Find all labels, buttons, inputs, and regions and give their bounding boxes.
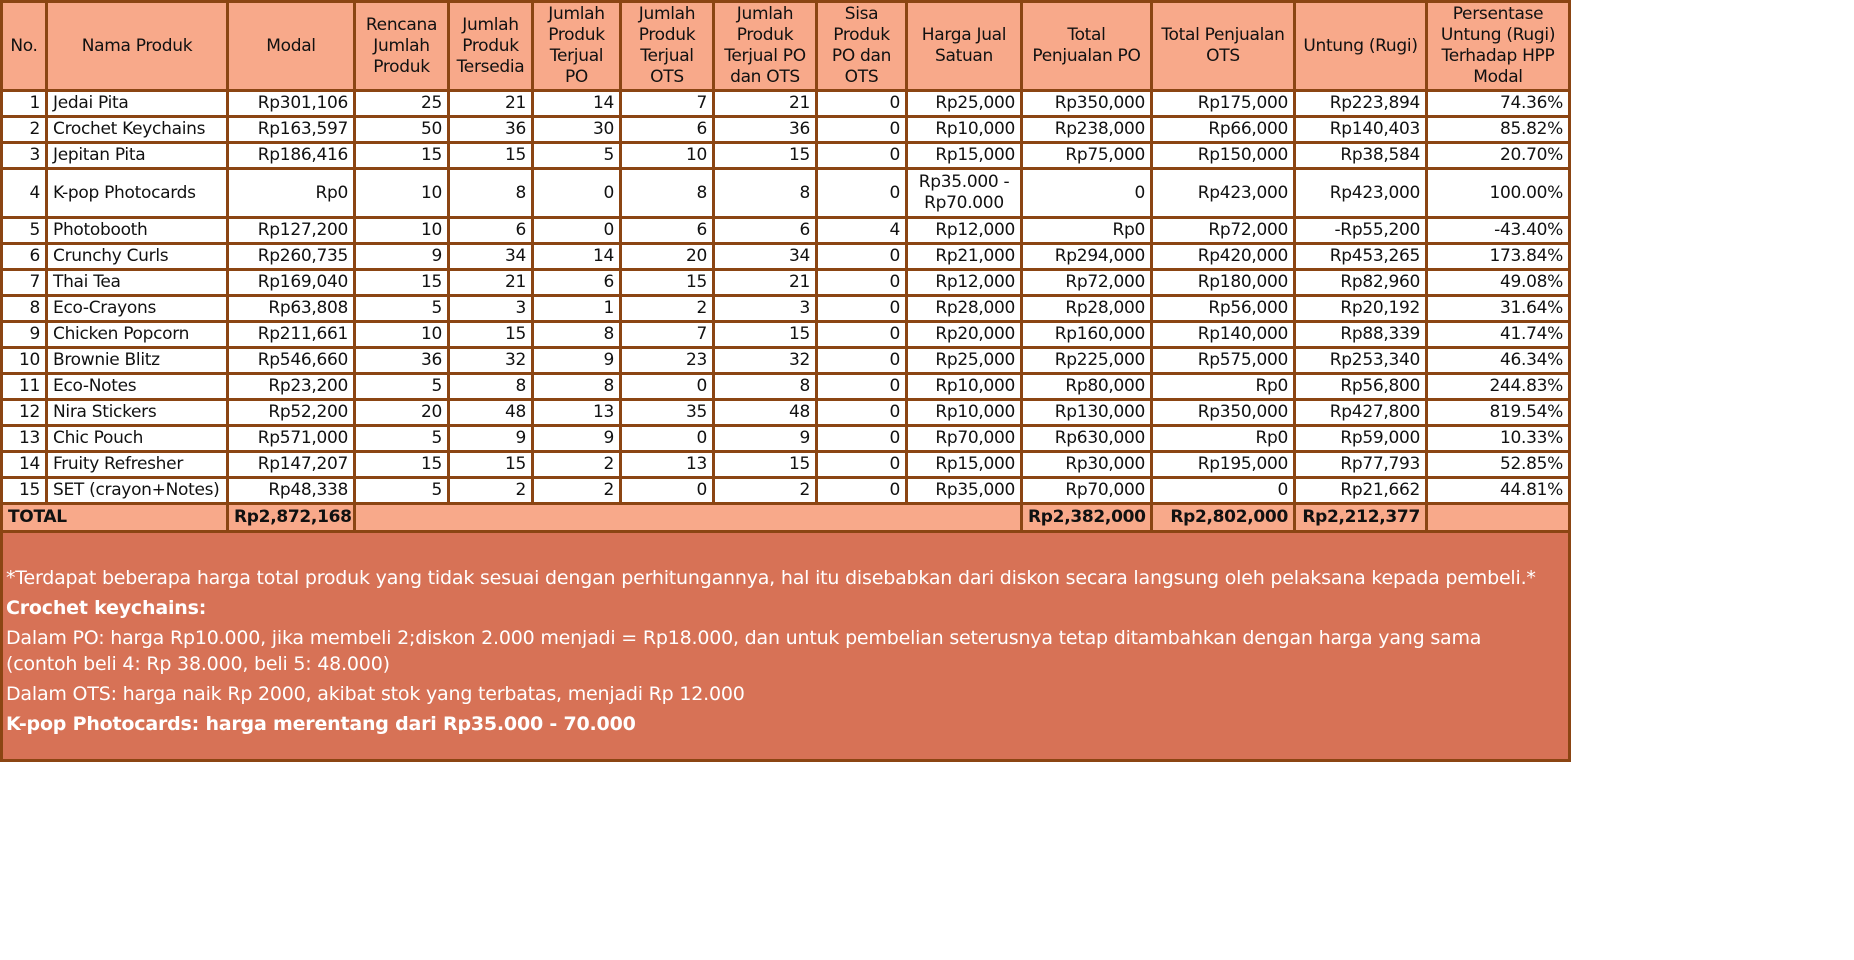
cell-harga-jual[interactable]: Rp35,000 [907, 478, 1022, 504]
cell-terjual-ots[interactable]: 10 [621, 143, 714, 169]
cell-modal[interactable]: Rp52,200 [228, 400, 355, 426]
total-row [2, 504, 1570, 532]
cell-persentase[interactable]: 44.81% [1427, 478, 1570, 504]
cell-no[interactable]: 1 [2, 91, 47, 117]
cell-terjual-po-ots[interactable]: 3 [714, 296, 817, 322]
cell-terjual-ots[interactable]: 0 [621, 426, 714, 452]
table-row [2, 322, 1570, 348]
cell-total-po[interactable]: Rp160,000 [1022, 322, 1152, 348]
cell-terjual-po-ots[interactable]: 36 [714, 117, 817, 143]
header-sisa-produk[interactable]: Sisa Produk PO dan OTS [817, 2, 907, 91]
cell-sisa-produk[interactable]: 0 [817, 426, 907, 452]
cell-terjual-ots[interactable]: 0 [621, 478, 714, 504]
cell-nama-produk[interactable]: SET (crayon+Notes) [47, 478, 228, 504]
notes-spacer [6, 533, 1568, 563]
cell-terjual-ots[interactable]: 2 [621, 296, 714, 322]
cell-modal[interactable]: Rp169,040 [228, 270, 355, 296]
cell-rencana-jumlah[interactable]: 9 [355, 244, 449, 270]
cell-persentase[interactable]: 819.54% [1427, 400, 1570, 426]
cell-total-ots[interactable]: Rp575,000 [1152, 348, 1295, 374]
cell-modal[interactable]: Rp260,735 [228, 244, 355, 270]
notes-crochet-ots: Dalam OTS: harga naik Rp 2000, akibat stok yang terbatas, menjadi Rp 12.000 [6, 683, 745, 705]
cell-rencana-jumlah[interactable]: 5 [355, 374, 449, 400]
cell-modal[interactable]: Rp48,338 [228, 478, 355, 504]
cell-harga-jual[interactable]: Rp21,000 [907, 244, 1022, 270]
cell-persentase[interactable]: 10.33% [1427, 426, 1570, 452]
cell-persentase[interactable]: 244.83% [1427, 374, 1570, 400]
cell-total-po[interactable]: Rp350,000 [1022, 91, 1152, 117]
cell-total-ots[interactable]: Rp0 [1152, 374, 1295, 400]
cell-rencana-jumlah[interactable]: 15 [355, 143, 449, 169]
cell-untung-rugi[interactable]: Rp423,000 [1295, 169, 1427, 218]
cell-terjual-po-ots[interactable]: 15 [714, 452, 817, 478]
cell-rencana-jumlah[interactable]: 10 [355, 169, 449, 218]
cell-modal[interactable]: Rp163,597 [228, 117, 355, 143]
cell-sisa-produk[interactable]: 0 [817, 270, 907, 296]
cell-rencana-jumlah[interactable]: 5 [355, 478, 449, 504]
cell-persentase[interactable]: 49.08% [1427, 270, 1570, 296]
cell-terjual-po[interactable]: 8 [533, 374, 621, 400]
cell-terjual-po-ots[interactable]: 21 [714, 270, 817, 296]
cell-terjual-ots[interactable]: 20 [621, 244, 714, 270]
total-modal[interactable]: Rp2,872,168 [228, 504, 355, 532]
cell-jumlah-tersedia[interactable]: 21 [449, 270, 533, 296]
cell-modal[interactable]: Rp211,661 [228, 322, 355, 348]
cell-untung-rugi[interactable]: Rp77,793 [1295, 452, 1427, 478]
sales-table [0, 0, 1571, 533]
cell-persentase[interactable]: 46.34% [1427, 348, 1570, 374]
cell-terjual-po[interactable]: 9 [533, 348, 621, 374]
cell-terjual-po[interactable]: 9 [533, 426, 621, 452]
cell-sisa-produk[interactable]: 0 [817, 348, 907, 374]
cell-sisa-produk[interactable]: 0 [817, 91, 907, 117]
cell-no[interactable]: 12 [2, 400, 47, 426]
cell-sisa-produk[interactable]: 0 [817, 244, 907, 270]
cell-total-ots[interactable]: Rp0 [1152, 426, 1295, 452]
cell-nama-produk[interactable]: Chic Pouch [47, 426, 228, 452]
cell-persentase[interactable]: 173.84% [1427, 244, 1570, 270]
header-untung-rugi[interactable]: Untung (Rugi) [1295, 2, 1427, 91]
table-row [2, 400, 1570, 426]
cell-no[interactable]: 13 [2, 426, 47, 452]
cell-harga-jual[interactable]: Rp10,000 [907, 400, 1022, 426]
table-row [2, 117, 1570, 143]
cell-rencana-jumlah[interactable]: 15 [355, 452, 449, 478]
cell-total-ots[interactable]: Rp195,000 [1152, 452, 1295, 478]
notes-section[interactable] [0, 533, 1571, 762]
cell-jumlah-tersedia[interactable]: 32 [449, 348, 533, 374]
cell-no[interactable]: 4 [2, 169, 47, 218]
cell-no[interactable]: 5 [2, 218, 47, 244]
cell-jumlah-tersedia[interactable]: 48 [449, 400, 533, 426]
cell-rencana-jumlah[interactable]: 10 [355, 322, 449, 348]
cell-terjual-po[interactable]: 8 [533, 322, 621, 348]
total-label[interactable]: TOTAL [2, 504, 228, 532]
cell-untung-rugi[interactable]: Rp20,192 [1295, 296, 1427, 322]
cell-untung-rugi[interactable]: Rp140,403 [1295, 117, 1427, 143]
cell-terjual-po[interactable]: 5 [533, 143, 621, 169]
cell-harga-jual[interactable]: Rp12,000 [907, 218, 1022, 244]
cell-untung-rugi[interactable]: Rp59,000 [1295, 426, 1427, 452]
cell-sisa-produk[interactable]: 0 [817, 169, 907, 218]
header-rencana-jumlah[interactable]: Rencana Jumlah Produk [355, 2, 449, 91]
header-terjual-ots[interactable]: Jumlah Produk Terjual OTS [621, 2, 714, 91]
cell-terjual-ots[interactable]: 15 [621, 270, 714, 296]
cell-rencana-jumlah[interactable]: 15 [355, 270, 449, 296]
cell-nama-produk[interactable]: K-pop Photocards [47, 169, 228, 218]
cell-total-ots[interactable]: Rp423,000 [1152, 169, 1295, 218]
table-row [2, 296, 1570, 322]
cell-rencana-jumlah[interactable]: 36 [355, 348, 449, 374]
header-terjual-po-ots[interactable]: Jumlah Produk Terjual PO dan OTS [714, 2, 817, 91]
table-body [2, 91, 1570, 504]
cell-untung-rugi[interactable]: Rp56,800 [1295, 374, 1427, 400]
header-total-ots[interactable]: Total Penjualan OTS [1152, 2, 1295, 91]
cell-total-po[interactable]: Rp238,000 [1022, 117, 1152, 143]
cell-terjual-po[interactable]: 2 [533, 452, 621, 478]
cell-persentase[interactable]: 41.74% [1427, 322, 1570, 348]
cell-no[interactable]: 9 [2, 322, 47, 348]
header-persentase[interactable]: Persentase Untung (Rugi) Terhadap HPP Modal [1427, 2, 1570, 91]
notes-crochet-po: Dalam PO: harga Rp10.000, jika membeli 2;diskon 2.000 menjadi = Rp18.000, dan untuk pembelian seterusnya tetap ditambahkan dengan harga yang sama (contoh beli 4: Rp 38.000, beli 5: 48.000) [6, 627, 1482, 675]
total-penjualan-ots[interactable]: Rp2,802,000 [1152, 504, 1295, 532]
cell-sisa-produk[interactable]: 4 [817, 218, 907, 244]
cell-harga-jual[interactable]: Rp25,000 [907, 348, 1022, 374]
cell-sisa-produk[interactable]: 0 [817, 322, 907, 348]
cell-terjual-po-ots[interactable]: 15 [714, 143, 817, 169]
cell-jumlah-tersedia[interactable]: 2 [449, 478, 533, 504]
cell-nama-produk[interactable]: Eco-Crayons [47, 296, 228, 322]
total-penjualan-po[interactable]: Rp2,382,000 [1022, 504, 1152, 532]
table-row [2, 244, 1570, 270]
header-no[interactable]: No. [2, 2, 47, 91]
cell-rencana-jumlah[interactable]: 20 [355, 400, 449, 426]
table-row [2, 218, 1570, 244]
cell-terjual-ots[interactable]: 7 [621, 91, 714, 117]
cell-terjual-po-ots[interactable]: 6 [714, 218, 817, 244]
cell-persentase[interactable]: 31.64% [1427, 296, 1570, 322]
cell-sisa-produk[interactable]: 0 [817, 374, 907, 400]
cell-untung-rugi[interactable]: Rp88,339 [1295, 322, 1427, 348]
cell-total-ots[interactable]: Rp72,000 [1152, 218, 1295, 244]
cell-terjual-ots[interactable]: 7 [621, 322, 714, 348]
cell-untung-rugi[interactable]: Rp223,894 [1295, 91, 1427, 117]
header-total-po[interactable]: Total Penjualan PO [1022, 2, 1152, 91]
cell-persentase[interactable]: 74.36% [1427, 91, 1570, 117]
total-empty-span[interactable] [355, 504, 1022, 532]
cell-total-po[interactable]: Rp294,000 [1022, 244, 1152, 270]
cell-no[interactable]: 2 [2, 117, 47, 143]
cell-terjual-ots[interactable]: 13 [621, 452, 714, 478]
cell-total-ots[interactable]: Rp420,000 [1152, 244, 1295, 270]
cell-harga-jual[interactable]: Rp70,000 [907, 426, 1022, 452]
cell-total-po[interactable]: Rp630,000 [1022, 426, 1152, 452]
cell-total-ots[interactable]: Rp66,000 [1152, 117, 1295, 143]
table-row [2, 143, 1570, 169]
cell-nama-produk[interactable]: Thai Tea [47, 270, 228, 296]
cell-persentase[interactable]: 52.85% [1427, 452, 1570, 478]
cell-no[interactable]: 14 [2, 452, 47, 478]
table-row [2, 348, 1570, 374]
notes-disclaimer: *Terdapat beberapa harga total produk yang tidak sesuai dengan perhitungannya, hal itu disebabkan dari diskon secara langsung oleh pelaksana kepada pembeli.* [6, 567, 1536, 589]
table-row [2, 270, 1570, 296]
cell-total-po[interactable]: Rp0 [1022, 218, 1152, 244]
cell-modal[interactable]: Rp127,200 [228, 218, 355, 244]
table-row [2, 426, 1570, 452]
cell-persentase[interactable]: -43.40% [1427, 218, 1570, 244]
cell-terjual-po-ots[interactable]: 34 [714, 244, 817, 270]
cell-total-ots[interactable]: Rp150,000 [1152, 143, 1295, 169]
cell-terjual-po[interactable]: 6 [533, 270, 621, 296]
cell-untung-rugi[interactable]: Rp82,960 [1295, 270, 1427, 296]
cell-terjual-po-ots[interactable]: 48 [714, 400, 817, 426]
cell-sisa-produk[interactable]: 0 [817, 478, 907, 504]
cell-terjual-po[interactable]: 2 [533, 478, 621, 504]
cell-nama-produk[interactable]: Crunchy Curls [47, 244, 228, 270]
header-jumlah-tersedia[interactable]: Jumlah Produk Tersedia [449, 2, 533, 91]
cell-modal[interactable]: Rp147,207 [228, 452, 355, 478]
cell-jumlah-tersedia[interactable]: 8 [449, 169, 533, 218]
cell-no[interactable]: 11 [2, 374, 47, 400]
cell-terjual-ots[interactable]: 23 [621, 348, 714, 374]
table-row [2, 374, 1570, 400]
cell-jumlah-tersedia[interactable]: 8 [449, 374, 533, 400]
cell-persentase[interactable]: 20.70% [1427, 143, 1570, 169]
cell-modal[interactable]: Rp186,416 [228, 143, 355, 169]
cell-untung-rugi[interactable]: Rp453,265 [1295, 244, 1427, 270]
cell-jumlah-tersedia[interactable]: 9 [449, 426, 533, 452]
cell-untung-rugi[interactable]: -Rp55,200 [1295, 218, 1427, 244]
cell-modal[interactable]: Rp546,660 [228, 348, 355, 374]
cell-untung-rugi[interactable]: Rp427,800 [1295, 400, 1427, 426]
cell-no[interactable]: 10 [2, 348, 47, 374]
total-persentase-empty[interactable] [1427, 504, 1570, 532]
cell-nama-produk[interactable]: Brownie Blitz [47, 348, 228, 374]
cell-harga-jual[interactable]: Rp10,000 [907, 374, 1022, 400]
cell-jumlah-tersedia[interactable]: 34 [449, 244, 533, 270]
cell-terjual-po-ots[interactable]: 15 [714, 322, 817, 348]
cell-harga-jual[interactable]: Rp10,000 [907, 117, 1022, 143]
cell-modal[interactable]: Rp571,000 [228, 426, 355, 452]
cell-terjual-po-ots[interactable]: 2 [714, 478, 817, 504]
cell-jumlah-tersedia[interactable]: 15 [449, 143, 533, 169]
cell-terjual-po[interactable]: 14 [533, 91, 621, 117]
header-harga-jual[interactable]: Harga Jual Satuan [907, 2, 1022, 91]
cell-jumlah-tersedia[interactable]: 6 [449, 218, 533, 244]
cell-harga-jual[interactable]: Rp28,000 [907, 296, 1022, 322]
header-row [2, 2, 1570, 91]
table-row [2, 478, 1570, 504]
cell-total-po[interactable]: Rp72,000 [1022, 270, 1152, 296]
cell-total-ots[interactable]: Rp140,000 [1152, 322, 1295, 348]
cell-harga-jual[interactable]: Rp12,000 [907, 270, 1022, 296]
cell-rencana-jumlah[interactable]: 5 [355, 426, 449, 452]
cell-jumlah-tersedia[interactable]: 21 [449, 91, 533, 117]
cell-untung-rugi[interactable]: Rp253,340 [1295, 348, 1427, 374]
cell-terjual-po-ots[interactable]: 8 [714, 169, 817, 218]
cell-nama-produk[interactable]: Eco-Notes [47, 374, 228, 400]
cell-nama-produk[interactable]: Jedai Pita [47, 91, 228, 117]
cell-modal[interactable]: Rp63,808 [228, 296, 355, 322]
cell-terjual-ots[interactable]: 35 [621, 400, 714, 426]
cell-nama-produk[interactable]: Chicken Popcorn [47, 322, 228, 348]
cell-jumlah-tersedia[interactable]: 36 [449, 117, 533, 143]
cell-terjual-po-ots[interactable]: 8 [714, 374, 817, 400]
cell-total-ots[interactable]: Rp175,000 [1152, 91, 1295, 117]
cell-no[interactable]: 3 [2, 143, 47, 169]
cell-terjual-ots[interactable]: 6 [621, 117, 714, 143]
cell-terjual-po-ots[interactable]: 9 [714, 426, 817, 452]
cell-no[interactable]: 7 [2, 270, 47, 296]
cell-harga-jual[interactable]: Rp25,000 [907, 91, 1022, 117]
header-modal[interactable]: Modal [228, 2, 355, 91]
notes-kpop: K-pop Photocards: harga merentang dari Rp35.000 - 70.000 [6, 713, 636, 735]
cell-untung-rugi[interactable]: Rp38,584 [1295, 143, 1427, 169]
table-row [2, 91, 1570, 117]
header-nama-produk[interactable]: Nama Produk [47, 2, 228, 91]
cell-rencana-jumlah[interactable]: 50 [355, 117, 449, 143]
cell-sisa-produk[interactable]: 0 [817, 296, 907, 322]
cell-nama-produk[interactable]: Jepitan Pita [47, 143, 228, 169]
cell-terjual-po[interactable]: 0 [533, 169, 621, 218]
cell-terjual-ots[interactable]: 8 [621, 169, 714, 218]
cell-jumlah-tersedia[interactable]: 15 [449, 322, 533, 348]
cell-total-ots[interactable]: Rp56,000 [1152, 296, 1295, 322]
cell-total-po[interactable]: Rp28,000 [1022, 296, 1152, 322]
table-row [2, 452, 1570, 478]
cell-harga-jual[interactable]: Rp35.000 - Rp70.000 [907, 169, 1022, 218]
total-untung[interactable]: Rp2,212,377 [1295, 504, 1427, 532]
cell-total-po[interactable]: Rp80,000 [1022, 374, 1152, 400]
cell-modal[interactable]: Rp0 [228, 169, 355, 218]
cell-persentase[interactable]: 100.00% [1427, 169, 1570, 218]
cell-jumlah-tersedia[interactable]: 15 [449, 452, 533, 478]
cell-sisa-produk[interactable]: 0 [817, 117, 907, 143]
table-row [2, 169, 1570, 218]
cell-harga-jual[interactable]: Rp15,000 [907, 452, 1022, 478]
cell-sisa-produk[interactable]: 0 [817, 143, 907, 169]
cell-terjual-ots[interactable]: 6 [621, 218, 714, 244]
cell-nama-produk[interactable]: Nira Stickers [47, 400, 228, 426]
cell-no[interactable]: 8 [2, 296, 47, 322]
cell-nama-produk[interactable]: Crochet Keychains [47, 117, 228, 143]
cell-total-po[interactable]: 0 [1022, 169, 1152, 218]
header-terjual-po[interactable]: Jumlah Produk Terjual PO [533, 2, 621, 91]
cell-terjual-po[interactable]: 13 [533, 400, 621, 426]
cell-rencana-jumlah[interactable]: 25 [355, 91, 449, 117]
cell-rencana-jumlah[interactable]: 10 [355, 218, 449, 244]
cell-modal[interactable]: Rp23,200 [228, 374, 355, 400]
cell-total-po[interactable]: Rp75,000 [1022, 143, 1152, 169]
cell-terjual-po-ots[interactable]: 32 [714, 348, 817, 374]
cell-sisa-produk[interactable]: 0 [817, 452, 907, 478]
notes-crochet-title: Crochet keychains: [6, 597, 207, 619]
cell-total-ots[interactable]: Rp350,000 [1152, 400, 1295, 426]
cell-modal[interactable]: Rp301,106 [228, 91, 355, 117]
cell-nama-produk[interactable]: Photobooth [47, 218, 228, 244]
cell-untung-rugi[interactable]: Rp21,662 [1295, 478, 1427, 504]
cell-rencana-jumlah[interactable]: 5 [355, 296, 449, 322]
cell-jumlah-tersedia[interactable]: 3 [449, 296, 533, 322]
cell-sisa-produk[interactable]: 0 [817, 400, 907, 426]
cell-terjual-po[interactable]: 14 [533, 244, 621, 270]
cell-terjual-ots[interactable]: 0 [621, 374, 714, 400]
cell-terjual-po[interactable]: 0 [533, 218, 621, 244]
cell-persentase[interactable]: 85.82% [1427, 117, 1570, 143]
cell-terjual-po[interactable]: 1 [533, 296, 621, 322]
cell-no[interactable]: 15 [2, 478, 47, 504]
cell-total-po[interactable]: Rp70,000 [1022, 478, 1152, 504]
cell-total-ots[interactable]: 0 [1152, 478, 1295, 504]
cell-total-po[interactable]: Rp225,000 [1022, 348, 1152, 374]
cell-harga-jual[interactable]: Rp15,000 [907, 143, 1022, 169]
cell-terjual-po[interactable]: 30 [533, 117, 621, 143]
cell-total-po[interactable]: Rp30,000 [1022, 452, 1152, 478]
cell-no[interactable]: 6 [2, 244, 47, 270]
cell-harga-jual[interactable]: Rp20,000 [907, 322, 1022, 348]
cell-terjual-po-ots[interactable]: 21 [714, 91, 817, 117]
cell-total-po[interactable]: Rp130,000 [1022, 400, 1152, 426]
cell-nama-produk[interactable]: Fruity Refresher [47, 452, 228, 478]
cell-total-ots[interactable]: Rp180,000 [1152, 270, 1295, 296]
